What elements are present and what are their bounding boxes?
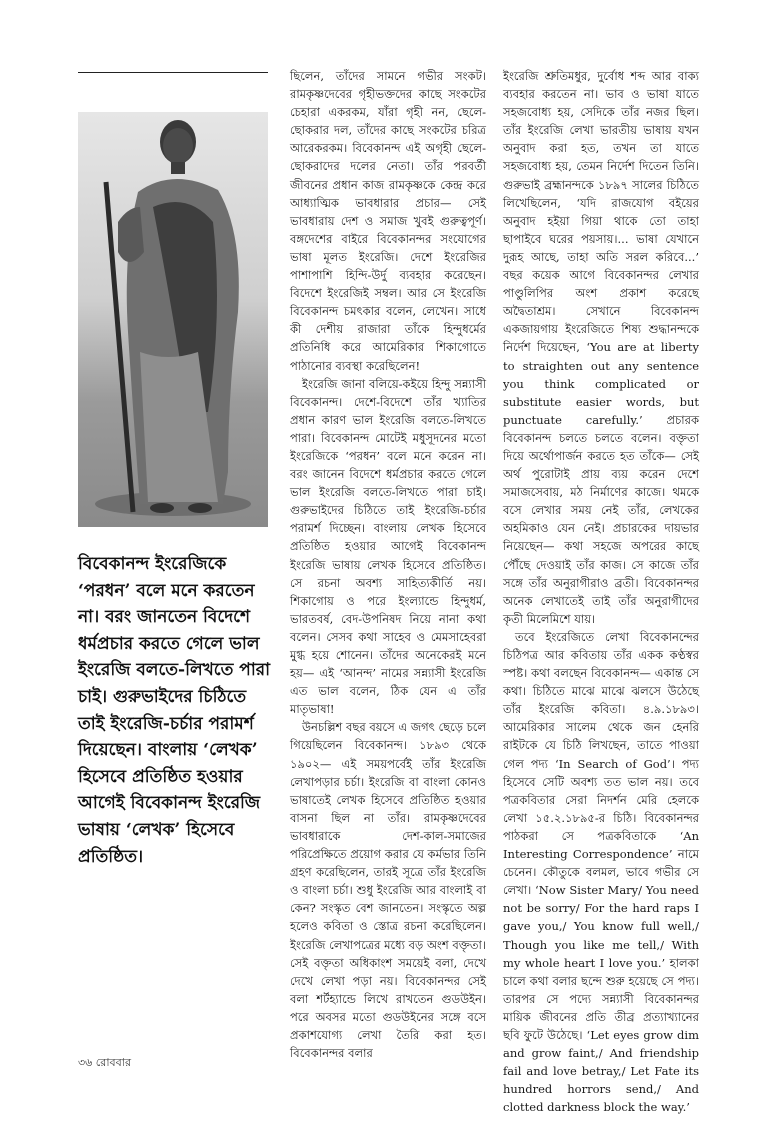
paragraph: ইংরেজি শ্রুতিমধুর, দুর্বোধ শব্দ আর বাক্য ব্যবহার করতেন না। ভাব ও ভাষা যাতে সহজবোধ্য হয়, সেদিকে তাঁর নজর ছিল। তাঁর ইংরেজি লেখা ভারতীয় ভাষায় যখন অনুবাদ করা হত, তখন তা যাতে সহজবোধ্য হয়, তেমন নির্দেশ দিতেন তিনি। গুরুভাই ব্রহ্মানন্দকে ১৮৯৭ সালের চিঠিতে লিখেছিলেন, ‘যদি রাজযোগ বইয়ের অনুবাদ হইয়া গিয়া থাকে তো তাহা ছাপাইবে ঘরের পয়সায়।... ভাষা যেখানে দুরূহ আছে, তাহা অতি সরল করিবে...’ বছর কয়েক আগে বিবেকানন্দর লেখার পাণ্ডুলিপির অংশ প্রকাশ করেছে অদ্বৈতাশ্রম। সেখানে বিবেকানন্দ একজায়গায় ইংরেজিতে শিষ্য শুদ্ধানন্দকে নির্দেশ দিয়েছেন, ‘You are at liberty to straighten out any sentence you think complicated or substitute easier words, but punctuate carefully.’ প্রচারক বিবেকানন্দ চলতে চলতে বলেন। বক্তৃতা দিয়ে অর্থোপার্জন করতে হত তাঁকে— সেই অর্থ পুরোটাই প্রায় ব্যয় করেন দেশে সমাজসেবায়, মঠ নির্মাণের কাজে। থমকে বসে লেখার সময় নেই তাঁর, লেখকের অহমিকাও যেন নেই। প্রচারকের দায়ভার নিয়েছেন— কথা সহজে অপরের কাছে পৌঁছে দেওয়াই তাঁর কাজ। সে কাজে তাঁর সঙ্গে তাঁর অনুরাগীরাও ব্রতী। বিবেকানন্দর অনেক লেখাতেই তাই তাঁর অনুরাগীদের কৃতী মিলেমিশে যায়।: [503, 69, 699, 626]
paragraph: তবে ইংরেজিতে লেখা বিবেকানন্দের চিঠিপত্র আর কবিতায় তাঁর একক কণ্ঠস্বর স্পষ্ট। কথা বলছেন বিবেকানন্দ— একান্ত সে কথা। চিঠিতে মাঝে মাঝে ঝলসে উঠেছে তাঁর ইংরেজি কবিতা। ৪.৯.১৮৯৩। আমেরিকার সালেম থেকে জন হেনরি রাইটকে যে চিঠি লিখছেন, তাতে পাওয়া গেল পদ্য ‘In Search of God’। পদ্য হিসেবে সেটি অবশ্য তত ভাল নয়। তবে পত্রকবিতার সেরা নিদর্শন মেরি হেলকে লেখা ১৫.২.১৮৯৫-র চিঠি। বিবেকানন্দর পাঠকরা সে পত্রকবিতাকে ‘An Interesting Correspondence’ নামে চেনেন। কৌতুকে বলমল, ভাবে গভীর সে লেখা। ‘Now Sister Mary/ You need not be sorry/ For the hard raps I gave you,/ You know full well,/ Though you like me tell,/ With my whole heart I love you.’ হালকা চালে কথা বলার ছন্দে শুরু হয়েছে সে পদ্য। তারপর সে পদ্যে সন্ন্যাসী বিবেকানন্দর মায়িক জীবনের প্রতি তীব্র প্রত্যাখ্যানের ছবি ফুটে উঠেছে। ‘Let eyes grow dim and grow faint,/ And friendship fail and love betray,/ Let Fate its hundred horrors send,/ And clotted darkness block the way.’: [503, 629, 699, 1115]
photo-illustration: [78, 112, 268, 527]
paragraph: উনচল্লিশ বছর বয়সে এ জগৎ ছেড়ে চলে গিয়েছিলেন বিবেকানন্দ। ১৮৯৩ থেকে ১৯০২— এই সময়পর্বেই তাঁর ইংরেজি লেখাপড়ার চর্চা। ইংরেজি বা বাংলা কোনও ভাষাতেই লেখক হিসেবে প্রতিষ্ঠিত হওয়ার বাসনা ছিল না তাঁর। রামকৃষ্ণদেবের ভাবধারাকে দেশ-কাল-সমাজের পরিপ্রেক্ষিতে প্রয়োগ করার যে কর্মভার তিনি গ্রহণ করেছিলেন, তারই সূত্রে তাঁর ইংরেজি ও বাংলা চর্চা। শুধু ইংরেজি আর বাংলাই বা কেন? সংস্কৃত বেশ জানতেন। সংস্কৃতে অল্প হলেও কবিতা ও স্তোত্র রচনা করেছিলেন। ইংরেজি লেখাপত্রের মধ্যে বড় অংশ বক্তৃতা। সেই বক্তৃতা অধিকাংশ সময়েই বলা, দেখে দেখে লেখা পড়া নয়। বিবেকানন্দর সেই বলা শর্টহ্যান্ডে লিখে রাখতেন গুডউইন। পরে অবসর মতো গুডউইনের সঙ্গে বসে প্রকাশযোগ্য লেখা তৈরি করা হত। বিবেকানন্দর বলার: [290, 720, 486, 1061]
page-folio: ৩৬ রোববার: [78, 1056, 131, 1069]
vivekananda-photo: [78, 112, 268, 527]
paragraph: ছিলেন, তাঁদের সামনে গভীর সংকট। রামকৃষ্ণদেবের গৃহীভক্তদের কাছে সংকটের চেহারা একরকম, যাঁরা গৃহী নন, ছেলে-ছোকরার দল, তাঁদের কাছে সংকটের চরিত্র আরেকরকম। বিবেকানন্দ এই অগৃহী ছেলে-ছোকরাদের দলের নেতা। তাঁর পরবর্তী জীবনের প্রধান কাজ রামকৃষ্ণকে কেন্দ্র করে আধ্যাত্মিক ভাবধারার প্রচার— সেই ভাবধারায় দেশ ও সমাজ খুবই গুরুত্বপূর্ণ। বঙ্গদেশের বাইরে বিবেকানন্দর সংযোগের ভাষা মূলত ইংরেজি। দেশে ইংরেজির পাশাপাশি হিন্দি-উর্দু ব্যবহার করেছেন। বিদেশে ইংরেজিই সম্বল। আর সে ইংরেজি বিবেকানন্দ চমৎকার বলেন, লেখেন। সাধে কী দেশীয় রাজারা তাঁকে হিন্দুধর্মের প্রতিনিধি করে আমেরিকার শিকাগোতে পাঠানোর ব্যবস্থা করেছিলেন!: [290, 69, 486, 373]
paragraph: ইংরেজি জানা বলিয়ে-কইয়ে হিন্দু সন্ন্যাসী বিবেকানন্দ। দেশে-বিদেশে তাঁর খ্যাতির প্রধান কারণ ভাল ইংরেজি বলতে-লিখতে পারা। বিবেকানন্দ মোটেই মধুসূদনের মতো ইংরেজিকে ‘পরধন’ বলে মনে করেন না। বরং জানেন বিদেশে ধর্মপ্রচার করতে গেলে ভাল ইংরেজি বলতে-লিখতে পারা চাই। গুরুভাইদের চিঠিতে তাই ইংরেজি-চর্চার পরামর্শ দিচ্ছেন। বাংলায় লেখক হিসেবে প্রতিষ্ঠিত হওয়ার আগেই বিবেকানন্দ ইংরেজি ভাষায় লেখক হিসেবে প্রতিষ্ঠিত। সে রচনা অবশ্য সাহিত্যকীর্তি নয়। শিকাগোয় ও পরে ইংল্যান্ডে হিন্দুধর্ম, ভারতবর্ষ, বেদ-উপনিষদ নিয়ে নানা কথা বলেন। সেসব কথা সাহেব ও মেমসাহেবরা মুগ্ধ হয়ে শোনেন। তাঁদের অনেকেরই মনে হয়— এই ‘আনন্দ’ নামের সন্ন্যাসী ইংরেজি এত ভাল বলেন, ঠিক যেন এ তাঁর মাতৃভাষা!: [290, 376, 486, 717]
article-column-1: [290, 67, 486, 1061]
article-column-2: [503, 67, 699, 1115]
pull-quote: বিবেকানন্দ ইংরেজিকে ‘পরধন’ বলে মনে করতেন না। বরং জানতেন বিদেশে ধর্মপ্রচার করতে গেলে ভাল ইংরেজি বলতে-লিখতে পারা চাই। গুরুভাইদের চিঠিতে তাই ইংরেজি-চর্চার পরামর্শ দিয়েছেন। বাংলায় ‘লেখক’ হিসেবে প্রতিষ্ঠিত হওয়ার আগেই বিবেকানন্দ ইংরেজি ভাষায় ‘লেখক’ হিসেবে প্রতিষ্ঠিত।: [78, 554, 271, 867]
top-rule: [78, 72, 268, 73]
